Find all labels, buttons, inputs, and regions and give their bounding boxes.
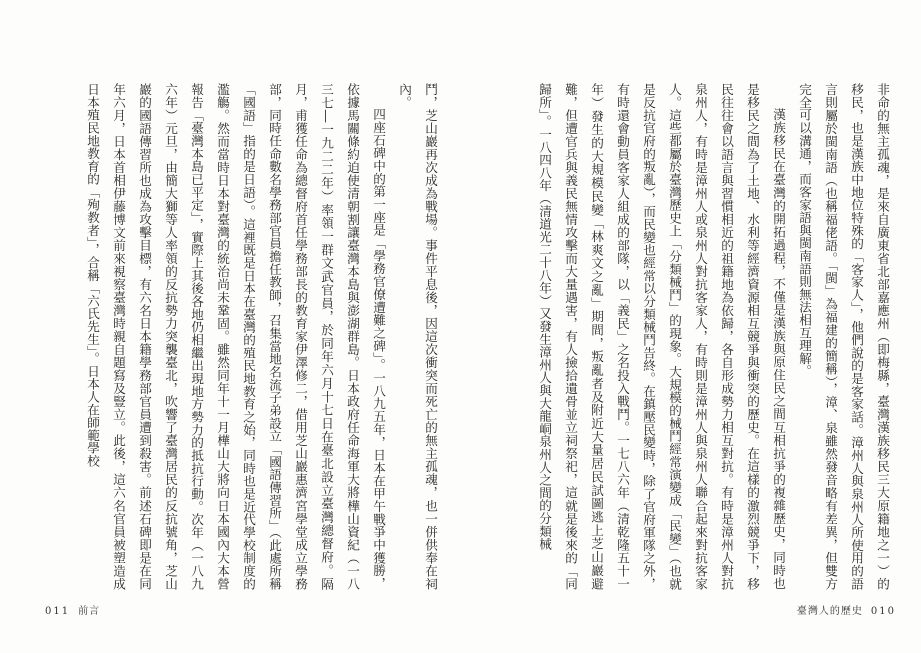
section-label: 前言 [78,606,101,617]
running-footer-left [45,602,100,617]
page-number: 010 [870,606,896,617]
paragraph-continuation: 非命的無主孤魂，是來自廣東省北部嘉應州（即梅縣，臺灣漢族移民三大原籍地之一）的移民，也是漢族中地位特殊的「客家人」，他們說的是客家話。漳州人與泉州人所使用的語言則屬於閩南語（也稱福佬語。「閩」為福建的簡稱），漳、泉雖然發音略有差異，但雙方完全可以溝通，而客家語與閩南語則無法相互理解。 [797,83,890,590]
page-right-text [531,83,895,590]
page-left-text [79,83,443,590]
page-number: 011 [45,606,71,617]
paragraph-continuation: 鬥，芝山巖再次成為戰場。事件平息後，因這次衝突而死亡的無主孤魂，也一併供奉在祠內。 [397,83,438,590]
running-footer-right [797,602,896,617]
paragraph: 四座石碑中的第一座是「學務官僚遭難之碑」。一八九五年，日本在甲午戰爭中獲勝，依據馬關條約迫使清朝割讓臺灣本島與澎湖群島。日本政府任命海軍大將樺山資紀（一八三七―一九二二年）率領一群文武官員，於同年六月十七日在臺北設立臺灣總督府。隔月，甫獲任命為總督府首任學務部長的教育家伊澤修二，借用芝山巖惠濟宮學堂成立學務部，同時任命數名學務部官員擔任教師，召集當地名流子弟設立「國語傳習所」（此處所稱「國語」指的是日語）。這裡既是日本在臺灣的殖民地教育之始，同時也是近代學校制度的濫觴。然而當時日本對臺灣的統治尚未鞏固。雖然同年十一月樺山大將向日本國內大本營報告「臺灣本島已平定」，實際上其後各地仍相繼出現地方勢力的抵抗行動。次年（一八九六年）元旦，由簡大獅等人率領的反抗勢力突襲臺北，吹響了臺灣居民的反抗號角，芝山巖的國語傳習所也成為攻擊目標，有六名日本籍學務部官員遭到殺害。前述石碑即是在同年六月，日本首相伊藤博文前來視察臺灣時親自題寫及豎立。此後，這六名官員被塑造成日本殖民地教育的「殉教者」，合稱「六氏先生」。日本人在師範學校 [85,83,386,590]
page-right [461,0,921,653]
paragraph: 漢族移民在臺灣的開拓過程，不僅是漢族與原住民之間互相抗爭的複雜歷史，同時也是移民之間為了土地、水利等經濟資源相互競爭與衝突的歷史。在這樣的激烈競爭下，移民往往會以語言與習慣相近的祖籍地為依歸，各自形成勢力相互對抗。有時是漳州人對抗泉州人，有時是漳州人或泉州人對抗客家人，有時則是漳州人與泉州人聯合起來對抗客家人。這些都屬於臺灣歷史上「分類械鬥」的現象。大規模的械鬥經常演變成「民變」（也就是反抗官府的叛亂），而民變也經常以分類械鬥告終。在鎮壓民變時，除了官府軍隊之外，有時還會動員客家人組成的部隊，以「義民」之名投入戰鬥。一七八六年（清乾隆五十一年）發生的大規模民變「林爽文之亂」期間，叛亂者及附近大量居民試圖逃上芝山巖避難，但遭官兵與義民無情攻擊而大量遇害，有人撿拾遺骨並立祠祭祀，這就是後來的「同歸所」。一八四八年（清道光二十八年）又發生漳州人與大龍峒泉州人之間的分類械 [537,83,786,590]
book-title: 臺灣人的歷史 [796,606,863,617]
page-left [0,0,460,653]
